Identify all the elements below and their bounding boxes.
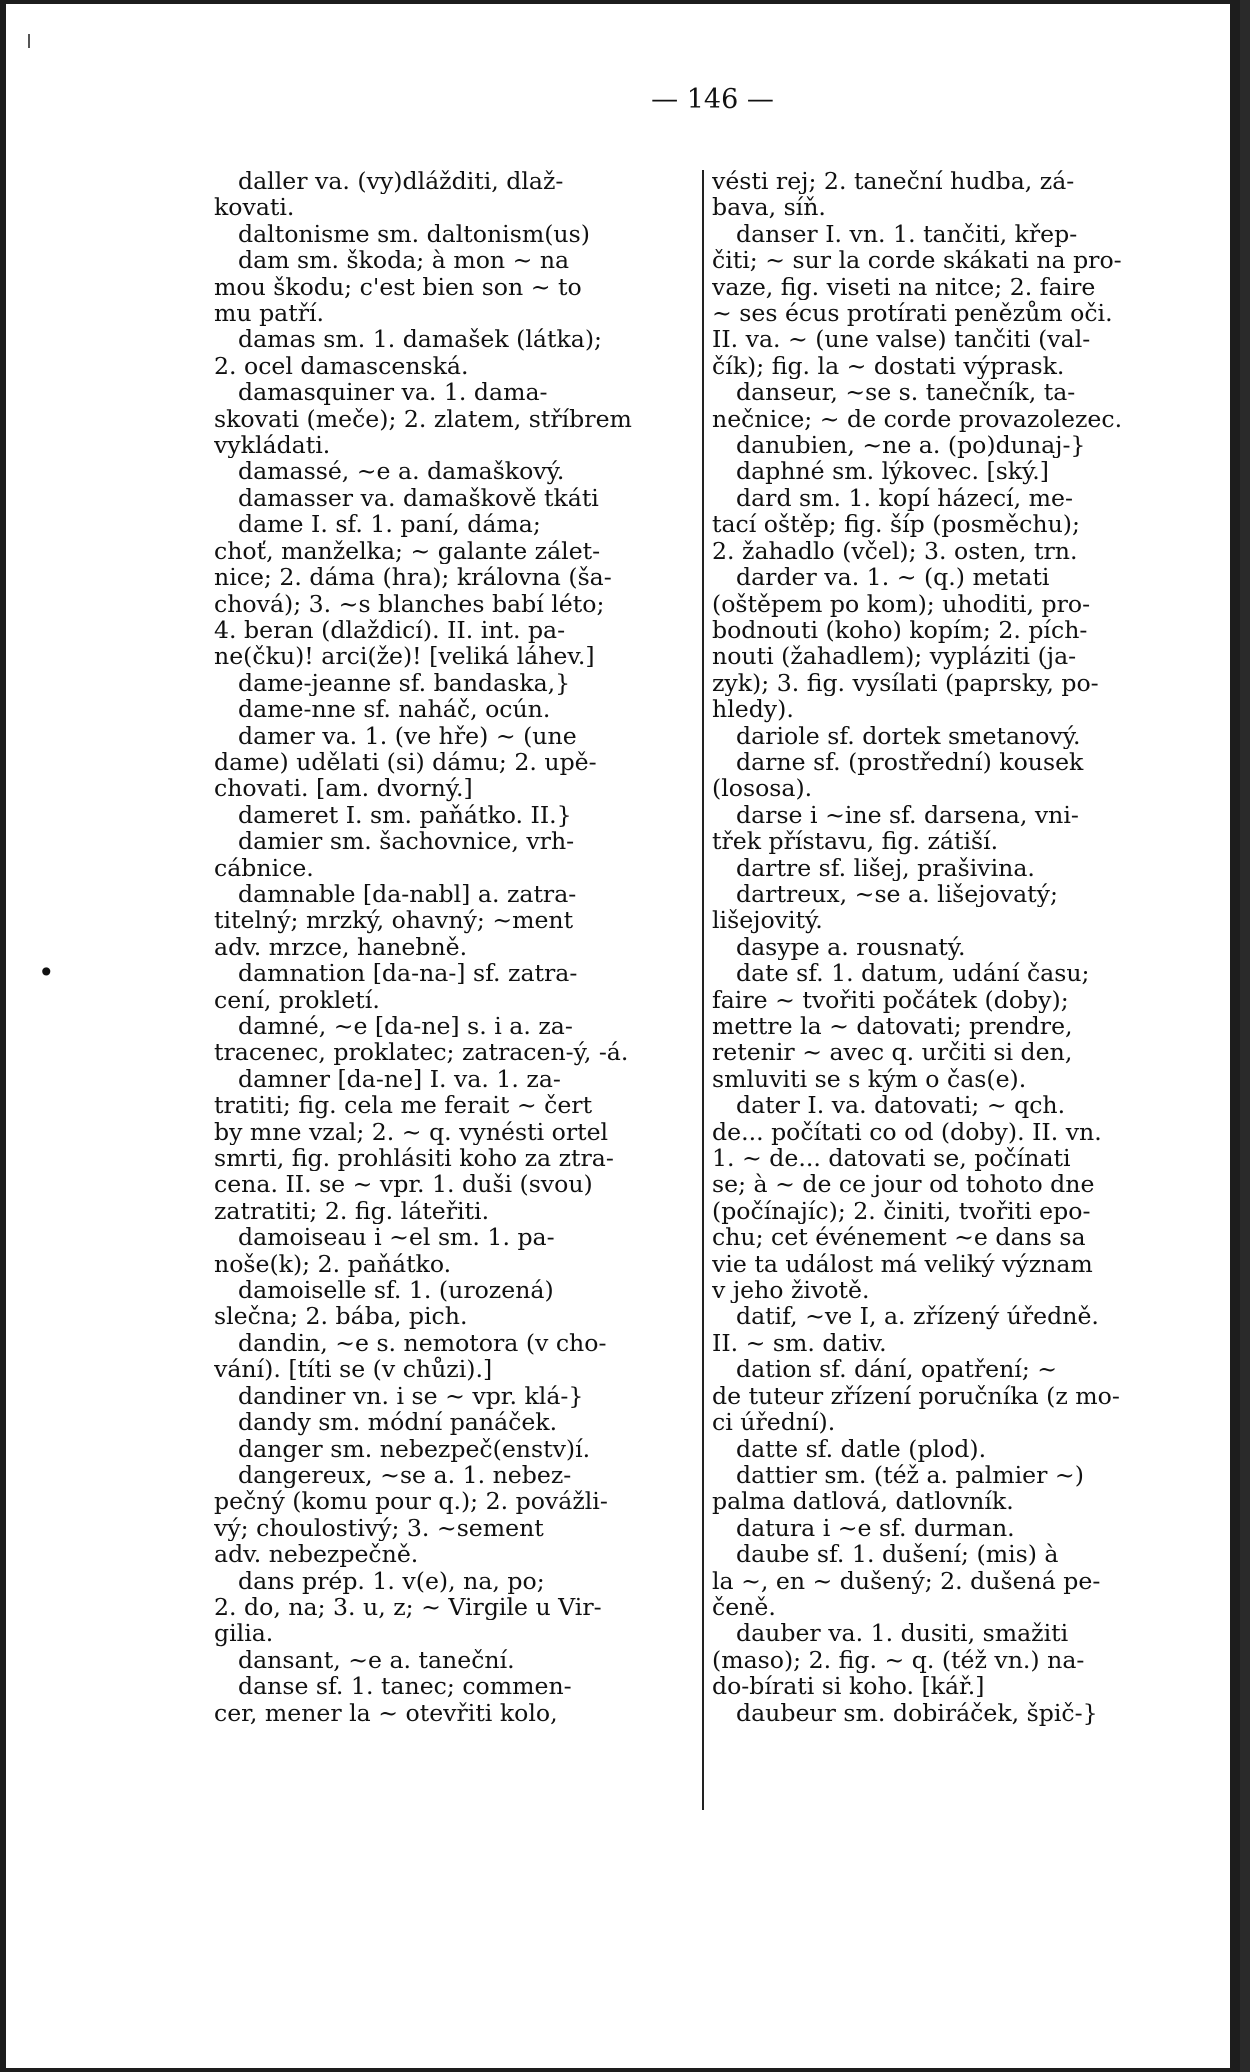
dictionary-line: cábnice.	[214, 854, 314, 881]
dictionary-line: datif, ~ve I, a. zřízený úředně.	[736, 1303, 1099, 1330]
dictionary-line: dame) udělati (si) dámu; 2. upě-	[214, 748, 597, 776]
dictionary-line: daller va. (vy)dlážditi, dlaž-	[238, 168, 564, 195]
dictionary-line: de... počítati co od (doby). II. vn.	[712, 1118, 1102, 1146]
dictionary-line: dame I. sf. 1. paní, dáma;	[238, 511, 541, 538]
dictionary-line: nice; 2. dáma (hra); královna (ša-	[214, 564, 612, 591]
dictionary-line: dandin, ~e s. nemotora (v cho-	[238, 1329, 607, 1357]
dictionary-line: damassé, ~e a. damaškový.	[238, 458, 565, 485]
dictionary-line: 2. do, na; 3. u, z; ~ Virgile u Vir-	[214, 1593, 602, 1621]
dictionary-line: damner [da-ne] I. va. 1. za-	[238, 1065, 561, 1093]
margin-mark: •	[38, 956, 55, 989]
right-column	[712, 168, 1184, 1726]
dictionary-line: hledy).	[712, 696, 794, 723]
dictionary-line: damnation [da-na-] sf. zatra-	[238, 960, 578, 987]
dictionary-line: smluviti se s kým o čas(e).	[712, 1065, 1027, 1093]
dictionary-line: pečný (komu pour q.); 2. povážli-	[214, 1488, 608, 1515]
dictionary-line: (oštěpem po kom); uhoditi, pro-	[712, 590, 1091, 617]
dictionary-line: nečnice; ~ de corde provazolezec.	[712, 405, 1123, 433]
page-edge-shadow	[1240, 0, 1250, 2072]
dictionary-line: dam sm. škoda; à mon ~ na	[238, 247, 570, 274]
dictionary-line: noše(k); 2. paňátko.	[214, 1250, 452, 1278]
dictionary-line: darse i ~ine sf. darsena, vni-	[736, 801, 1079, 829]
dictionary-line: skovati (meče); 2. zlatem, stříbrem	[214, 405, 632, 433]
dictionary-line: damné, ~e [da-ne] s. i a. za-	[238, 1013, 573, 1040]
dictionary-line: de tuteur zřízení poručníka (z mo-	[712, 1382, 1120, 1410]
dictionary-line: daubeur sm. dobiráček, špič-}	[736, 1699, 1098, 1726]
dictionary-line: ci úřední).	[712, 1409, 836, 1436]
dictionary-line: danubien, ~ne a. (po)dunaj-}	[736, 432, 1086, 459]
dictionary-line: zyk); 3. fig. vysílati (paprsky, po-	[712, 669, 1099, 697]
dictionary-line: damier sm. šachovnice, vrh-	[238, 828, 575, 855]
dictionary-line: dauber va. 1. dusiti, smažiti	[736, 1620, 1069, 1647]
dictionary-line: zatratiti; 2. fig. láteřiti.	[214, 1197, 490, 1225]
dictionary-line: damer va. 1. (ve hře) ~ (une	[238, 722, 577, 749]
dictionary-line: ~ ses écus protírati penězům oči.	[712, 300, 1113, 327]
dictionary-line: retenir ~ avec q. určiti si den,	[712, 1039, 1073, 1066]
dictionary-line: datura i ~e sf. durman.	[736, 1514, 1015, 1542]
dictionary-line: 2. ocel damascenská.	[214, 352, 469, 380]
dictionary-line: adv. mrzce, hanebně.	[214, 933, 468, 961]
dictionary-line: damoiselle sf. 1. (urozená)	[238, 1277, 554, 1304]
dictionary-line: dame-nne sf. naháč, ocún.	[238, 696, 551, 723]
dictionary-line: dameret I. sm. paňátko. II.}	[238, 801, 572, 829]
dictionary-line: 2. žahadlo (včel); 3. osten, trn.	[712, 537, 1078, 565]
dictionary-line: dattier sm. (též a. palmier ~)	[736, 1461, 1084, 1489]
dictionary-line: danse sf. 1. tanec; commen-	[238, 1673, 572, 1700]
dictionary-line: daltonisme sm. daltonism(us)	[238, 220, 590, 248]
dictionary-line: vykládati.	[214, 432, 331, 459]
dictionary-line: dangereux, ~se a. 1. nebez-	[238, 1461, 572, 1489]
dictionary-line: chová); 3. ~s blanches babí léto;	[214, 590, 605, 617]
dictionary-line: tracenec, proklatec; zatracen-ý, -á.	[214, 1039, 629, 1066]
dictionary-line: vaze, fig. viseti na nitce; 2. faire	[712, 273, 1096, 301]
dictionary-line: čiti; ~ sur la corde skákati na pro-	[712, 247, 1122, 274]
dictionary-line: II. ~ sm. dativ.	[712, 1329, 887, 1357]
dictionary-line: damoiseau i ~el sm. 1. pa-	[238, 1224, 555, 1251]
dictionary-line: tratiti; fig. cela me ferait ~ čert	[214, 1092, 593, 1119]
dictionary-line: daube sf. 1. dušení; (mis) à	[736, 1541, 1059, 1568]
dictionary-line: dartreux, ~se a. lišejovatý;	[736, 880, 1058, 908]
dictionary-line: adv. nebezpečně.	[214, 1541, 419, 1568]
dictionary-line: cer, mener la ~ otevřiti kolo,	[214, 1699, 558, 1726]
dictionary-line: cení, prokletí.	[214, 986, 380, 1013]
dictionary-line: dation sf. dání, opatření; ~	[736, 1356, 1058, 1383]
dictionary-line: se; à ~ de ce jour od tohoto dne	[712, 1171, 1095, 1198]
dictionary-line: dasype a. rousnatý.	[736, 933, 966, 961]
dictionary-line: vésti rej; 2. taneční hudba, zá-	[712, 168, 1075, 195]
dictionary-line: titelný; mrzký, ohavný; ~ment	[214, 907, 574, 934]
dictionary-line: třek přístavu, fig. zátiší.	[712, 828, 999, 855]
dictionary-line: 4. beran (dlaždicí). II. int. pa-	[214, 616, 566, 644]
dictionary-line: damas sm. 1. damašek (látka);	[238, 326, 602, 353]
dictionary-line: dard sm. 1. kopí házecí, me-	[736, 484, 1073, 512]
dictionary-line: dans prép. 1. v(e), na, po;	[238, 1567, 545, 1594]
scan-mark	[28, 34, 30, 48]
dictionary-line: darder va. 1. ~ (q.) metati	[736, 564, 1050, 591]
dictionary-line: 1. ~ de... datovati se, počínati	[712, 1145, 1071, 1172]
dictionary-line: damasquiner va. 1. dama-	[238, 379, 548, 406]
left-column	[214, 168, 694, 1726]
dictionary-line: bodnouti (koho) kopím; 2. pích-	[712, 616, 1088, 644]
dictionary-line: faire ~ tvořiti počátek (doby);	[712, 986, 1069, 1013]
dictionary-line: danser I. vn. 1. tančiti, křep-	[736, 220, 1078, 248]
dictionary-line: danger sm. nebezpeč(enstv)í.	[238, 1435, 591, 1462]
dictionary-line: smrti, fig. prohlásiti koho za ztra-	[214, 1145, 614, 1172]
dictionary-line: datte sf. datle (plod).	[736, 1435, 987, 1462]
dictionary-line: damasser va. damaškově tkáti	[238, 484, 599, 512]
dictionary-line: vie ta událost má veliký význam	[712, 1250, 1093, 1278]
dictionary-line: choť, manželka; ~ galante zálet-	[214, 537, 601, 565]
dictionary-line: chovati. [am. dvorný.]	[214, 775, 473, 802]
dictionary-line: dame-jeanne sf. bandaska,}	[238, 669, 571, 697]
dictionary-line: (počínajíc); 2. činiti, tvořiti epo-	[712, 1197, 1091, 1225]
dictionary-line: mou škodu; c'est bien son ~ to	[214, 273, 582, 301]
dictionary-line: gilia.	[214, 1620, 274, 1647]
dictionary-line: do-bírati si koho. [kář.]	[712, 1673, 985, 1700]
dictionary-line: nouti (žahadlem); vypláziti (ja-	[712, 643, 1077, 670]
dictionary-line: bava, síň.	[712, 194, 826, 221]
page-number: — 146 —	[651, 84, 774, 115]
dictionary-line: chu; cet événement ~e dans sa	[712, 1224, 1086, 1251]
dictionary-line: dandy sm. módní panáček.	[238, 1409, 558, 1436]
dictionary-line: cena. II. se ~ vpr. 1. duši (svou)	[214, 1171, 593, 1198]
dictionary-line: dansant, ~e a. taneční.	[238, 1646, 515, 1674]
dictionary-line: dandiner vn. i se ~ vpr. klá-}	[238, 1382, 584, 1410]
dictionary-line: kovati.	[214, 194, 295, 221]
dictionary-line: II. va. ~ (une valse) tančiti (val-	[712, 326, 1091, 353]
dictionary-line: daphné sm. lýkovec. [ský.]	[736, 458, 1049, 485]
dictionary-line: vání). [títi se (v chůzi).]	[214, 1356, 493, 1383]
dictionary-line: darne sf. (prostřední) kousek	[736, 748, 1084, 776]
dictionary-line: mu patří.	[214, 300, 325, 327]
column-divider	[702, 170, 704, 1810]
dictionary-line: damnable [da-nabl] a. zatra-	[238, 880, 577, 908]
dictionary-line: (lososa).	[712, 775, 813, 802]
dictionary-line: la ~, en ~ dušený; 2. dušená pe-	[712, 1567, 1101, 1594]
dictionary-line: vý; choulostivý; 3. ~sement	[214, 1514, 544, 1542]
dictionary-line: mettre la ~ datovati; prendre,	[712, 1013, 1073, 1040]
dictionary-line: čík); fig. la ~ dostati výprask.	[712, 352, 1065, 380]
dictionary-line: dater I. va. datovati; ~ qch.	[736, 1092, 1066, 1119]
dictionary-line: v jeho životě.	[712, 1277, 870, 1304]
dictionary-line: ne(čku)! arci(že)! [veliká láhev.]	[214, 643, 595, 670]
dictionary-line: danseur, ~se s. tanečník, ta-	[736, 379, 1076, 406]
dictionary-line: dartre sf. lišej, prašivina.	[736, 854, 1035, 881]
dictionary-line: date sf. 1. datum, udání času;	[736, 960, 1090, 987]
dictionary-line: lišejovitý.	[712, 907, 823, 934]
dictionary-line: čeně.	[712, 1593, 776, 1621]
dictionary-line: palma datlová, datlovník.	[712, 1488, 1014, 1515]
dictionary-line: by mne vzal; 2. ~ q. vynésti ortel	[214, 1118, 609, 1146]
dictionary-line: dariole sf. dortek smetanový.	[736, 722, 1081, 749]
dictionary-line: slečna; 2. bába, pich.	[214, 1303, 468, 1330]
dictionary-line: tací oštěp; fig. šíp (posměchu);	[712, 511, 1080, 538]
dictionary-line: (maso); 2. fig. ~ q. (též vn.) na-	[712, 1646, 1085, 1674]
